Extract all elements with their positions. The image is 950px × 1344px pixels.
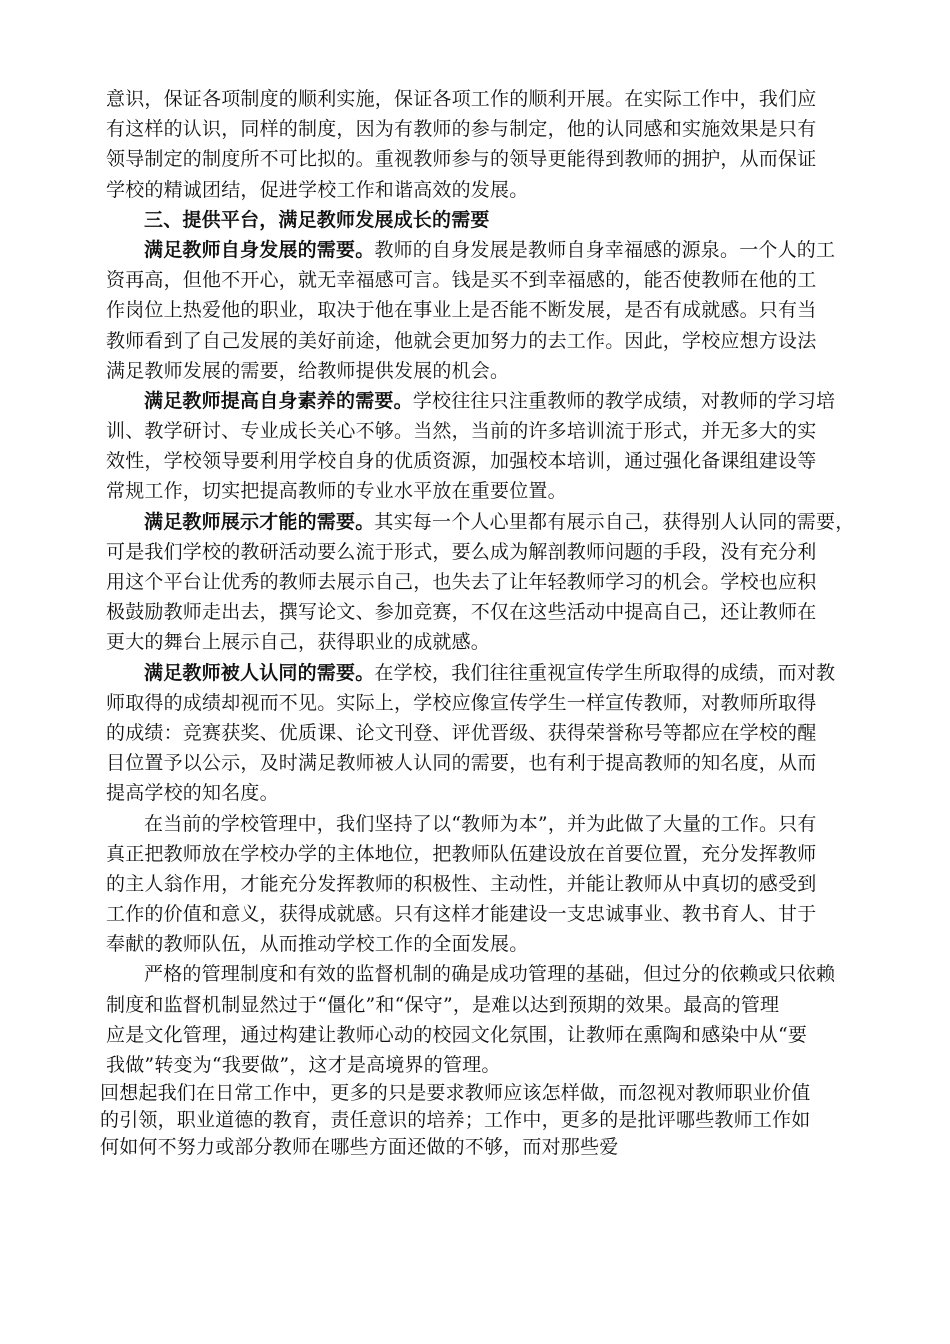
text-line: 极鼓励教师走出去，撰写论文、参加竞赛，不仅在这些活动中提高自己，还让教师在 bbox=[106, 601, 817, 624]
text-line: 何如何不努力或部分教师在哪些方面还做的不够，而对那些爱 bbox=[100, 1136, 619, 1159]
paragraph-text: 学校往往只注重教师的教学成绩，对教师的学习培 bbox=[412, 389, 836, 412]
paragraph-text: 在学校，我们往往重视宣传学生所取得的成绩，而对教 bbox=[374, 661, 836, 684]
text-line: 真正把教师放在学校办学的主体地位，把教师队伍建设放在首要位置，充分发挥教师 bbox=[106, 842, 817, 865]
text-line: 领导制定的制度所不可比拟的。重视教师参与的领导更能得到教师的拥护，从而保证 bbox=[106, 148, 817, 171]
paragraph-lead: 满足教师自身发展的需要。 bbox=[144, 238, 375, 261]
text-line: 学校的精诚团结，促进学校工作和谐高效的发展。 bbox=[106, 178, 529, 201]
text-line: 资再高，但他不开心，就无幸福感可言。钱是买不到幸福感的，能否使教师在他的工 bbox=[106, 269, 817, 292]
text-line: 训、教学研讨、专业成长关心不够。当然，当前的许多培训流于形式，并无多大的实 bbox=[106, 420, 817, 443]
text-line: 满足教师发展的需要，给教师提供发展的机会。 bbox=[106, 359, 510, 382]
text-line: 意识，保证各项制度的顺利实施，保证各项工作的顺利开展。在实际工作中，我们应 bbox=[106, 88, 817, 110]
text-line: 师取得的成绩却视而不见。实际上，学校应像宣传学生一样宣传教师，对教师所取得 bbox=[106, 691, 817, 714]
paragraph-text: 其实每一个人心里都有展示自己，获得别人认同的需要， bbox=[374, 510, 855, 533]
text-line: 用这个平台让优秀的教师去展示自己，也失去了让年轻教师学习的机会。学校也应积 bbox=[106, 571, 817, 593]
text-line: 工作的价值和意义，获得成就感。只有这样才能建设一支忠诚事业、教书育人、甘于 bbox=[106, 903, 817, 926]
text-line: 效性，学校领导要利用学校自身的优质资源，加强校本培训，通过强化备课组建设等 bbox=[106, 450, 817, 473]
text-line: 有这样的认识，同样的制度，因为有教师的参与制定，他的认同感和实施效果是只有 bbox=[106, 118, 817, 141]
text-line: 奉献的教师队伍，从而推动学校工作的全面发展。 bbox=[106, 933, 529, 956]
paragraph-lead: 满足教师被人认同的需要。 bbox=[144, 661, 375, 684]
text-line: 提高学校的知名度。 bbox=[106, 782, 279, 805]
paragraph-lead: 满足教师提高自身素养的需要。 bbox=[144, 389, 413, 412]
text-line: 作岗位上热爱他的职业，取决于他在事业上是否能不断发展，是否有成就感。只有当 bbox=[106, 299, 817, 322]
text-line: 常规工作，切实把提高教师的专业水平放在重要位置。 bbox=[106, 480, 567, 503]
text-line: 更大的舞台上展示自己，获得职业的成就感。 bbox=[106, 631, 491, 654]
paragraph-text: 教师的自身发展是教师自身幸福感的源泉。一个人的工 bbox=[374, 238, 836, 261]
text-line: 教师看到了自己发展的美好前途，他就会更加努力的去工作。因此，学校应想方设法 bbox=[106, 329, 817, 352]
paragraph-lead: 满足教师展示才能的需要。 bbox=[144, 510, 375, 533]
text-line: 应是文化管理，通过构建让教师心动的校园文化氛围，让教师在熏陶和感染中从“要 bbox=[106, 1023, 808, 1046]
paragraph-first-line bbox=[106, 235, 886, 265]
paragraph-first-line bbox=[106, 658, 886, 688]
paragraph-first-line: 严格的管理制度和有效的监督机制的确是成功管理的基础，但过分的依赖或只依赖 bbox=[144, 963, 836, 986]
text-line: 制度和监督机制显然过于“僵化”和“保守”，是难以达到预期的效果。最高的管理 bbox=[106, 993, 780, 1016]
section-heading: 三、提供平台，满足教师发展成长的需要 bbox=[144, 208, 490, 231]
paragraph-first-line: 在当前的学校管理中，我们坚持了以“教师为本”，并为此做了大量的工作。只有 bbox=[144, 812, 817, 835]
text-line: 我做”转变为“我要做”，这才是高境界的管理。 bbox=[106, 1054, 501, 1076]
text-line: 的引领，职业道德的教育，责任意识的培养；工作中，更多的是批评哪些教师工作如 bbox=[100, 1109, 811, 1132]
text-line: 目位置予以公示，及时满足教师被人认同的需要，也有利于提高教师的知名度，从而 bbox=[106, 752, 817, 775]
text-line: 的成绩：竞赛获奖、优质课、论文刊登、评优晋级、获得荣誉称号等都应在学校的醒 bbox=[106, 721, 817, 744]
paragraph-first-line bbox=[106, 386, 886, 416]
text-line: 的主人翁作用，才能充分发挥教师的积极性、主动性，并能让教师从中真切的感受到 bbox=[106, 872, 817, 895]
document-page bbox=[100, 84, 886, 1161]
text-line: 回想起我们在日常工作中，更多的只是要求教师应该怎样做，而忽视对教师职业价值 bbox=[100, 1082, 811, 1105]
paragraph-first-line bbox=[106, 507, 886, 537]
text-line: 可是我们学校的教研活动要么流于形式，要么成为解剖教师问题的手段，没有充分利 bbox=[106, 540, 817, 563]
